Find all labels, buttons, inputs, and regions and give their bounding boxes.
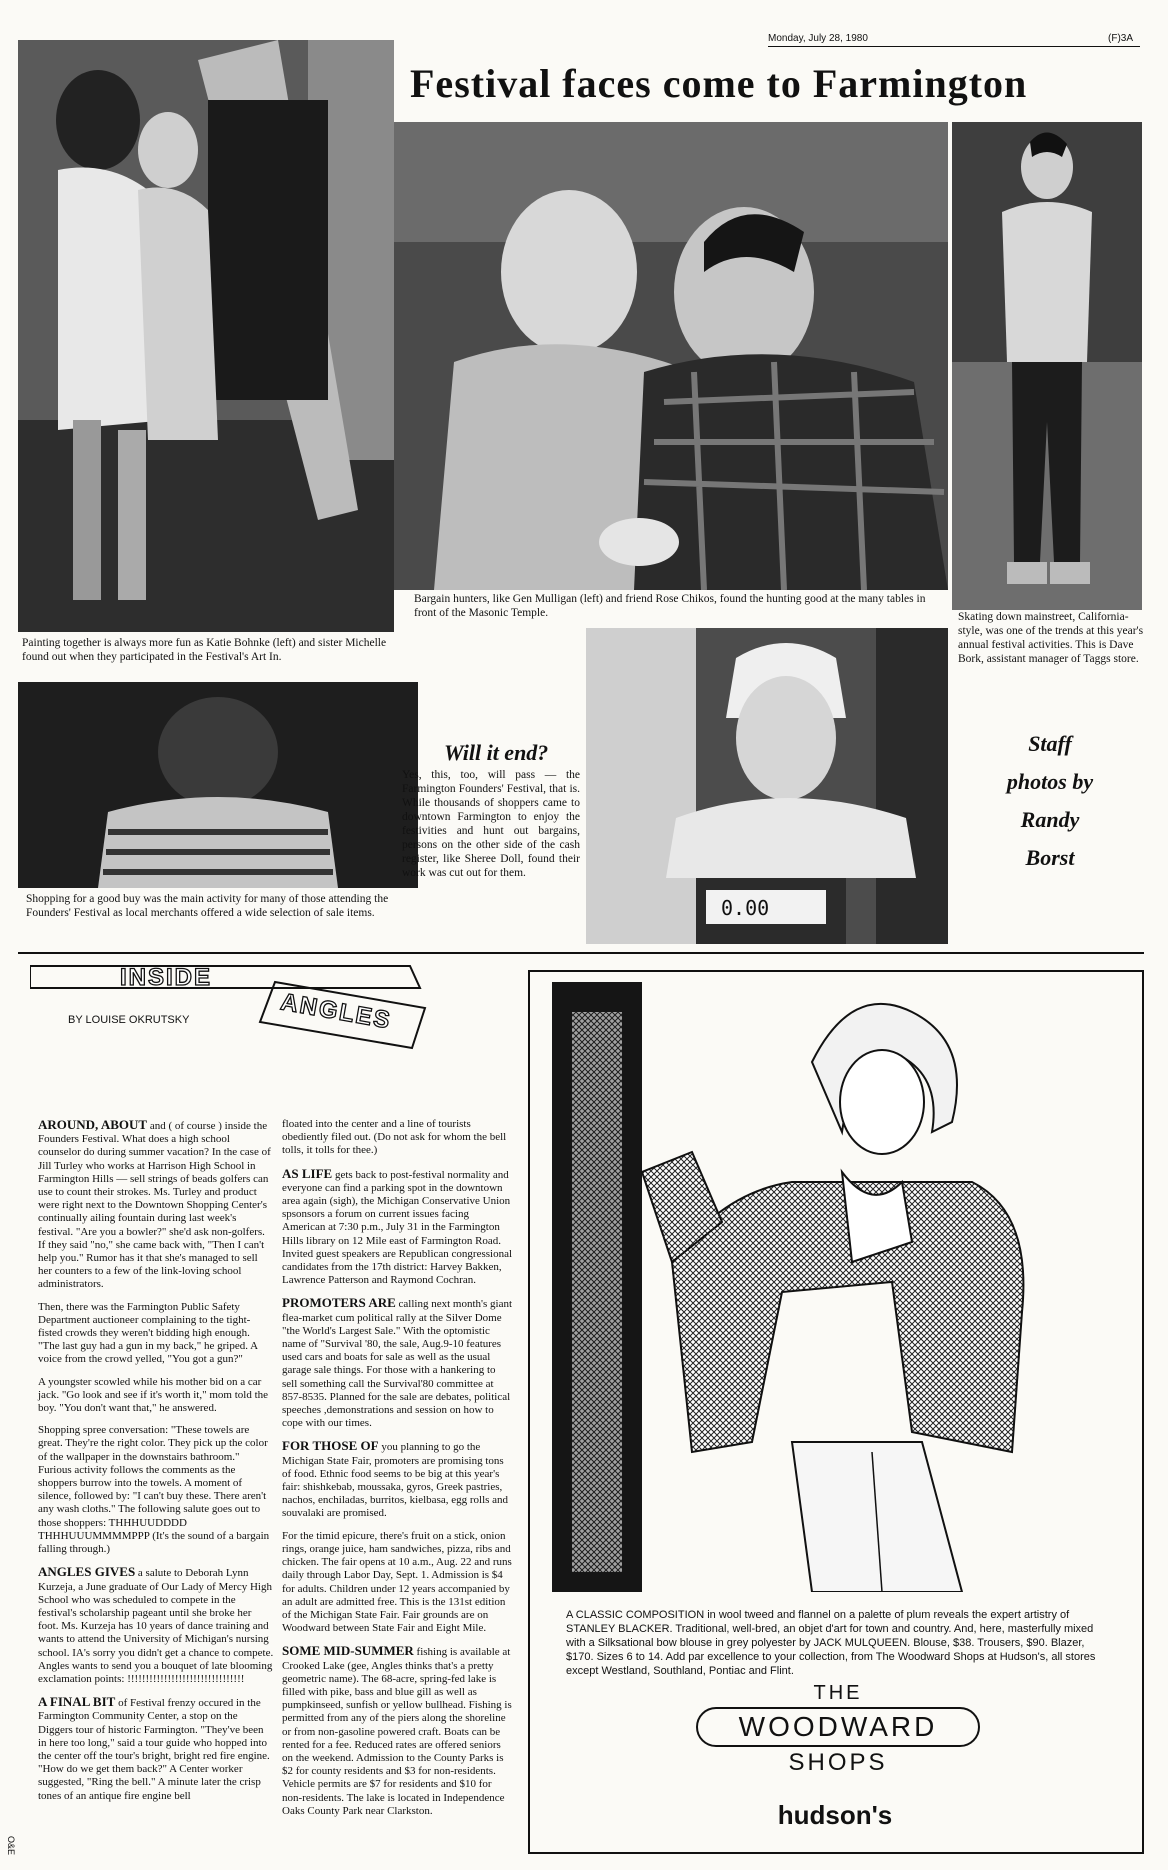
section-divider bbox=[18, 952, 1144, 954]
column-paragraph bbox=[282, 1439, 512, 1520]
paragraph-lead: FOR THOSE OF bbox=[282, 1438, 379, 1454]
logo-the: THE bbox=[813, 1682, 863, 1704]
fashion-illustration bbox=[552, 982, 1118, 1592]
skating-photo bbox=[952, 122, 1142, 610]
paragraph-text: and ( of course ) inside the Founders Festival. What does a high school counselor do during summer vacation? In the case of Jill Turley who works at Harrison High School in Farmington Hills — sell strings of beads golfers can use to count their strokes. Ms. Turley and product were right next to the Downtown Shopping Center's continually ailing fountain during last week's festival. "Are you a bowler?" she'd ask non-golfers. If they said "no," she came back with, "Then I can't help you." Rumor has it that she's managed to sell her counters to a few of the link-loving school administrators. bbox=[38, 1120, 271, 1291]
paragraph-text: For the timid epicure, there's fruit on a stick, onion rings, orange juice, ham sandwiches, pizza, ribs and chicken. The fair opens at 10 a.m., Aug. 22 and runs daily through Labor Day, Sept. 1. Admission is $4 for adults. Children under 12 years accompanied by an adult are admitted free. This is the 131st edition of the Michigan State Fair. Fair grounds are on Woodward between State Fair and Eight Mile. bbox=[282, 1529, 512, 1635]
column-paragraph bbox=[38, 1118, 274, 1292]
logo-shops: SHOPS bbox=[788, 1749, 888, 1776]
photo-credit bbox=[960, 725, 1140, 877]
column-paragraph bbox=[38, 1565, 274, 1686]
dateline: Monday, July 28, 1980 bbox=[768, 33, 868, 44]
credit-line-2: photos by bbox=[1006, 769, 1094, 794]
paragraph-text: gets back to post-festival normality and everyone can find a parking spot in the downtown area again (sigh), the Michigan Conservative Union spsonsors a forum on current issues facing American at 7:30 p.m., July 31 in the Farmington Hills library on 12 Mile east of Farmington Road. Invited guest speakers are Republican congressional candidates from the 17th district: Harvey Bakken, Lawrence Patterson and Raymond Cochran. bbox=[282, 1168, 513, 1287]
column-paragraph bbox=[282, 1296, 512, 1430]
credit-line-3: Randy bbox=[1020, 807, 1080, 832]
column-paragraph bbox=[282, 1530, 512, 1636]
paragraph-text: Then, there was the Farmington Public Safety Department auctioneer complaining to the tight-fisted crowds they weren't bidding high enough. "The last guy had a gun in my back," he griped. A voice from the crowd yelled, "You got a gun?" bbox=[38, 1300, 258, 1366]
credit-line-1: Staff bbox=[1028, 731, 1072, 756]
paragraph-text: a salute to Deborah Lynn Kurzeja, a June graduate of Our Lady of Mercy High School who was scheduled to compete in the festival's scholarship pageant until she broke her foot. Ms. Kurzeja has 10 years of dance training and wants to attend the University of Michigan's nursing school. IA's sorry you didn't get a chance to compete. Angles wants to send you a bouquet of late blooming exclamation points: !!!!!!!!!!!!!!!!!!!!!!!!!!!!!!!! bbox=[38, 1567, 274, 1685]
column-paragraph bbox=[282, 1118, 512, 1158]
column-paragraph bbox=[38, 1424, 274, 1556]
register-display: 0.00 bbox=[721, 896, 770, 920]
will-it-end-heading: Will it end? bbox=[444, 740, 549, 765]
logo-woodward: WOODWARD bbox=[696, 1707, 980, 1747]
banner-word-angles: ANGLES bbox=[278, 988, 394, 1035]
ad-copy: A CLASSIC COMPOSITION in wool tweed and flannel on a palette of plum reveals the expert artistry of STANLEY BLACKER. Traditional, well-bred, an objet d'art for town and country. And, here, masterfully mixed with a Silksational bow blouse in grey polyester by JACK MULQUEEN. Blouse, $38. Trousers, $90. Blazer, $170. Sizes 6 to 14. Add par excellence to your collection, from The Woodward Shops at Hudson's, all stores except Westland, Southland, Pontiac and Flint. bbox=[566, 1609, 1096, 1677]
page-number: (F)3A bbox=[1108, 33, 1133, 44]
bargain-photo bbox=[394, 122, 948, 590]
folio-mark: O&E bbox=[6, 1836, 16, 1856]
paragraph-text: calling next month's giant flea-market cum political rally at the Silver Dome "the World's Largest Sale." With the optomistic name of "Survival '80, the sale, Aug.9-10 features used cars and boats for sale as well as the usual garage sale things. For those with a hankering to sell something call the Survival'80 committee at 857-8535. Planned for the sale are debates, political speeches ,demonstrations and session on how to cope with our times. bbox=[282, 1298, 513, 1430]
woodward-ad bbox=[528, 970, 1144, 1854]
paragraph-text: you planning to go the Michigan State Fair, promoters are promising tons of food. Ethnic food seems to be big at this year's fair: shishkebab, moussaka, gyros, Greek pastries, nachos, enchiladas, burritos, kielbasa, egg rolls and souvalaki are promised. bbox=[282, 1441, 509, 1520]
page-title: Festival faces come to Farmington bbox=[410, 61, 1028, 106]
bargain-caption: Bargain hunters, like Gen Mulligan (left) and friend Rose Chikos, found the hunting good at the many tables in front of the Masonic Temple. bbox=[414, 593, 926, 619]
banner-word-inside: INSIDE bbox=[120, 964, 213, 991]
column-right bbox=[282, 1118, 512, 1827]
paragraph-lead: AS LIFE bbox=[282, 1165, 333, 1181]
column-paragraph bbox=[282, 1167, 512, 1288]
paragraph-text: floated into the center and a line of tourists obediently filed out. (Do not ask for whom the bell tolls, it tolls for thee.) bbox=[282, 1118, 507, 1157]
cash-register-photo bbox=[586, 628, 948, 944]
column-paragraph bbox=[38, 1695, 274, 1803]
paragraph-text: Shopping spree conversation: "These towels are great. They're the right color. They pick up the color of the wallpaper in the downstairs bathroom." Furious activity follows the comments as the shoppers burrow into the towels. A moment of silence, followed by: "I can't buy these. There aren't any wash cloths." The following salute goes out to those shoppers: THHHUUDDDD THHHUUUMMMMPPP (It's the sound of a bargain falling through.) bbox=[38, 1424, 270, 1556]
byline: BY LOUISE OKRUTSKY bbox=[68, 1014, 190, 1026]
woodward-logo bbox=[680, 1682, 996, 1777]
hudsons-brand: hudson's bbox=[777, 1800, 893, 1830]
header-rule bbox=[768, 46, 1140, 47]
paragraph-lead: AROUND, ABOUT bbox=[38, 1117, 148, 1132]
paragraph-lead: PROMOTERS ARE bbox=[282, 1295, 396, 1311]
column-paragraph bbox=[282, 1644, 512, 1818]
column-left bbox=[38, 1118, 274, 1812]
credit-line-4: Borst bbox=[1025, 845, 1075, 870]
paragraph-lead: SOME MID-SUMMER bbox=[282, 1643, 414, 1659]
paragraph-text: A youngster scowled while his mother bid on a car jack. "Go look and see if it's worth it," mom told the boy. "You don't want that," he answered. bbox=[38, 1375, 269, 1415]
will-it-end-text: Yes, this, too, will pass — the Farmington Founders' Festival, that is. While thousands of shoppers came to downtown Farmington to enjoy the festivities and hunt out bargains, persons on the other side of the cash register, like Sheree Doll, found their work was cut out for them. bbox=[402, 769, 580, 879]
paragraph-text: fishing is available at Crooked Lake (gee, Angles thinks that's a pretty geometric name). The 68-acre, spring-fed lake is filled with pike, bass and blue gill as well as pumpkinseed, sunfish or yellow bullhead. Fishing is permitted from any of the piers along the shoreline or from non-gasoline powered craft. Boats can be rented for a fee. Reduced rates are offered seniors on the weekend. Admission to the County Parks is $2 for county residents and $3 for non-residents. Vehicle permits are $7 for residents and $10 for non-residents. The lake is located in Independence Oaks County Park near Clarkston. bbox=[282, 1646, 512, 1817]
art-in-photo bbox=[18, 40, 394, 632]
art-in-caption: Painting together is always more fun as Katie Bohnke (left) and sister Michelle found out when they participated in the Festival's Art In. bbox=[22, 637, 387, 663]
skating-caption: Skating down mainstreet, California-style, was one of the trends at this year's annual festival activities. This is Dave Bork, assistant manager of Taggs store. bbox=[958, 611, 1144, 665]
shopping-photo bbox=[18, 682, 418, 888]
paragraph-text: of Festival frenzy occured in the Farmington Community Center, a stop on the Diggers tour of historic Farmington. "They've been in here too long," said a tour guide who hopped into the center off the tour's bright, bright red fire engine. "How do we get them back?" A Center worker suggested, "Ring the bell." A minute later the crisp tones of an antique fire engine bell bbox=[38, 1697, 270, 1802]
shopping-caption: Shopping for a good buy was the main activity for many of those attending the Founders' Festival as local merchants offered a wide selection of sale items. bbox=[26, 893, 389, 919]
paragraph-lead: A FINAL BIT bbox=[38, 1694, 116, 1710]
paragraph-lead: ANGLES GIVES bbox=[38, 1564, 136, 1580]
column-paragraph bbox=[38, 1376, 274, 1416]
inside-angles-banner bbox=[30, 962, 430, 1052]
column-paragraph bbox=[38, 1301, 274, 1367]
